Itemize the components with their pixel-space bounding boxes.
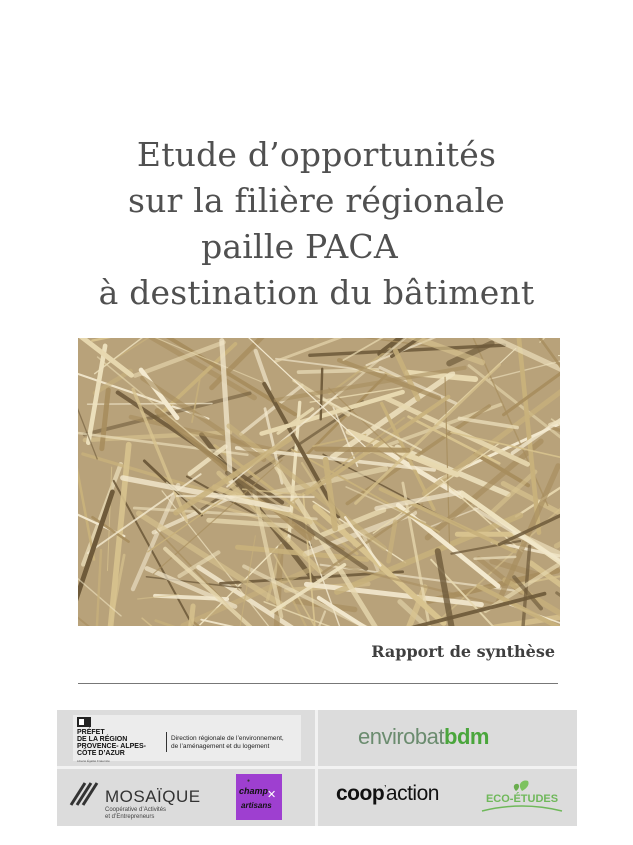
logo-cell-coopaction (318, 769, 577, 826)
logo-cell-mosaique (57, 769, 315, 826)
champ-artisans-logo (236, 774, 282, 820)
prefet-line-1: PRÉFET (77, 729, 105, 736)
cover-photo-straw (78, 338, 560, 626)
title-line-2: sur la filière régionale (127, 181, 506, 220)
coop-text: coop (336, 782, 385, 805)
envirobat-text: envirobat (358, 724, 445, 749)
dreal-line-2: de l’aménagement et du logement (171, 743, 270, 750)
title-line-3: paille PACA (201, 227, 398, 266)
title-line-1: Etude d’opportunités (136, 135, 497, 174)
prefet-motto: Liberté Égalité Fraternité (77, 759, 110, 763)
action-text: action (385, 782, 439, 805)
logo-grid-horizontal-divider (57, 766, 577, 769)
report-subtitle: Rapport de synthèse (371, 642, 555, 661)
dreal-name (171, 735, 284, 751)
artisans-text: artisans (241, 801, 272, 810)
straw-stalk (317, 449, 409, 450)
bdm-text: bdm (444, 724, 489, 749)
logo-cell-prefet (57, 710, 315, 766)
mosaique-sub-line-2: et d’Entrepreneurs (105, 814, 155, 820)
straw-illustration (78, 338, 560, 626)
dreal-line-1: Direction régionale de l’environnement, (171, 735, 284, 742)
marianne-icon (77, 717, 91, 727)
mosaique-subtitle (105, 807, 166, 821)
prefet-line-2: DE LA RÉGION (77, 736, 128, 743)
ecoetudes-text: ECO-ÉTUDES (485, 793, 559, 805)
document-title (0, 132, 633, 316)
champ-dot-icon: ● (247, 778, 251, 784)
mosaique-stripes-icon (69, 779, 101, 809)
prefet-separator (166, 732, 167, 752)
champ-text: champ (239, 786, 269, 796)
mosaique-logo (69, 775, 209, 821)
prefet-name (77, 729, 146, 757)
prefet-line-4: CÔTE D’AZUR (77, 750, 125, 757)
divider-line (78, 683, 558, 684)
ecoetudes-logo (476, 777, 568, 817)
logo-cell-envirobat (318, 710, 577, 766)
mosaique-sub-line-1: Coopérative d’Activités (105, 807, 167, 813)
mosaique-name: MOSAÏQUE (105, 787, 201, 806)
champ-arrow-icon: ✕ (267, 789, 277, 801)
envirobat-logo (358, 724, 489, 750)
title-line-4: à destination du bâtiment (98, 273, 535, 312)
prefet-line-3: PROVENCE- ALPES- (77, 743, 146, 750)
partner-logos-panel (57, 710, 577, 826)
prefet-logo (73, 715, 301, 761)
coopaction-logo: coop’action (336, 782, 439, 805)
